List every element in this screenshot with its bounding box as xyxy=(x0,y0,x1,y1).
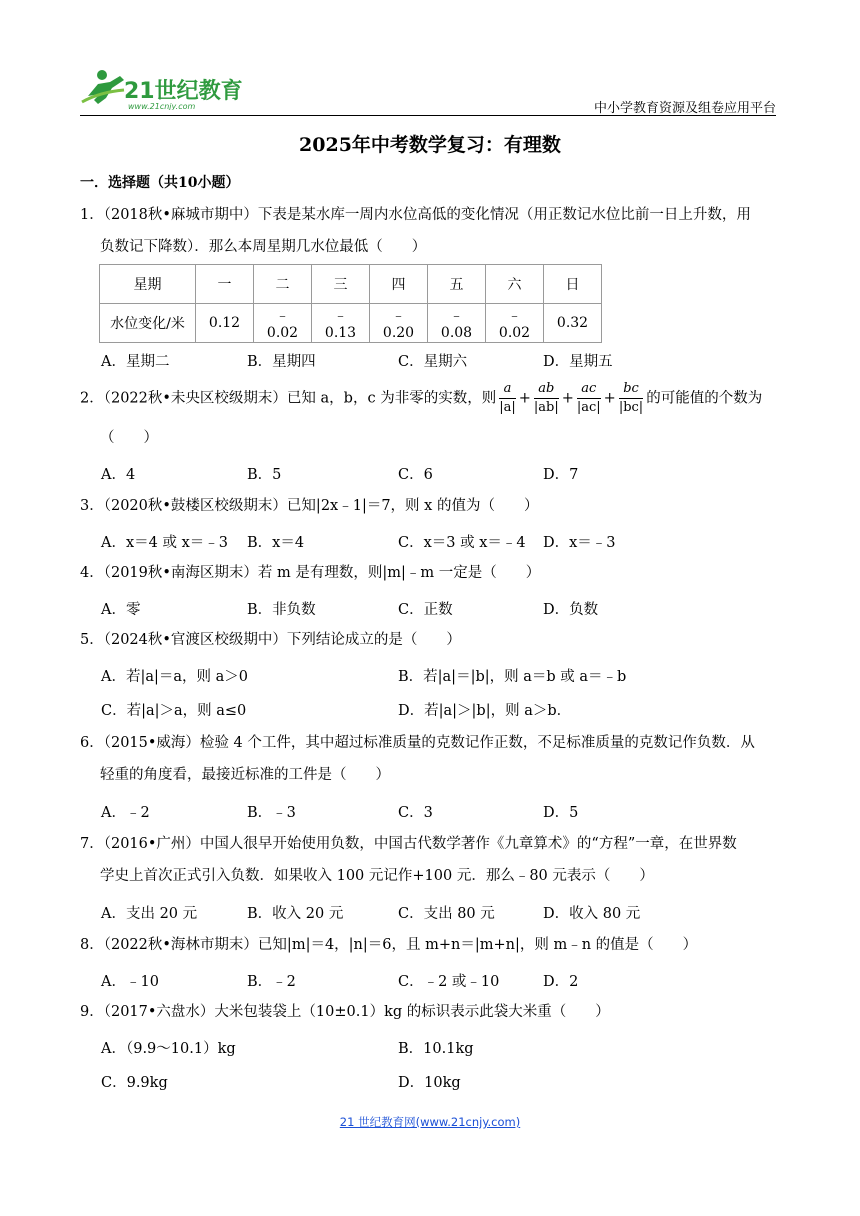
option-a[interactable]: A．﹣2 xyxy=(101,805,150,821)
fraction: $\frac{a}{|a|}$ xyxy=(499,381,516,415)
option-d[interactable]: D．若|a|＞|b|，则 a＞b． xyxy=(398,703,572,719)
table-cell: 四 xyxy=(370,265,428,304)
option-b[interactable]: B．非负数 xyxy=(247,602,316,618)
question-2-options xyxy=(101,463,781,487)
question-7 xyxy=(80,828,780,892)
question-8-options xyxy=(101,970,781,994)
option-c[interactable]: C．星期六 xyxy=(398,354,468,370)
option-a[interactable]: A．若|a|＝a，则 a＞0 xyxy=(101,669,249,685)
table-cell: 0.32 xyxy=(544,304,602,343)
option-a[interactable]: A．星期二 xyxy=(101,354,170,370)
option-d[interactable]: D．收入 80 元 xyxy=(543,906,641,922)
option-c[interactable]: C．x＝3 或 x＝﹣4 xyxy=(398,535,526,551)
table-cell: 水位变化/米 xyxy=(100,304,196,343)
option-c[interactable]: C．﹣2 或﹣10 xyxy=(398,974,500,990)
table-cell: 三 xyxy=(312,265,370,304)
question-1-options xyxy=(101,350,781,374)
question-1-line2: 负数记下降数）．那么本周星期几水位最低（ ） xyxy=(100,239,427,255)
option-c[interactable]: C．若|a|＞a，则 a≤0 xyxy=(101,703,247,719)
option-d[interactable]: D．2 xyxy=(543,974,579,990)
question-1-line1: 1．（2018秋•麻城市期中）下表是某水库一周内水位高低的变化情况（用正数记水位比前一日上升数，用 xyxy=(80,207,751,223)
header-divider xyxy=(80,115,776,116)
option-d[interactable]: D．星期五 xyxy=(543,354,613,370)
table-cell: 五 xyxy=(428,265,486,304)
table-cell: 六 xyxy=(486,265,544,304)
question-8 xyxy=(80,929,780,961)
question-6-options xyxy=(101,801,781,825)
option-a[interactable]: A．零 xyxy=(101,602,141,618)
option-c[interactable]: C．3 xyxy=(398,805,433,821)
question-7-line2: 学史上首次正式引入负数．如果收入 100 元记作+100 元．那么﹣80 元表示（ ） xyxy=(100,868,654,884)
question-9 xyxy=(80,996,780,1028)
fraction: $\frac{ab}{|ab|}$ xyxy=(533,381,559,415)
question-6-line1: 6．（2015•威海）检验 4 个工件，其中超过标准质量的克数记作正数，不足标准质量的克数记作负数．从 xyxy=(80,735,755,751)
option-b[interactable]: B．收入 20 元 xyxy=(247,906,344,922)
question-6 xyxy=(80,727,780,791)
table-cell: ﹣0.20 xyxy=(370,304,428,343)
footer-link[interactable]: 21 世纪教育网(www.21cnjy.com) xyxy=(339,1115,521,1129)
water-level-table xyxy=(99,264,602,343)
question-2-prefix: 2．（2022秋•未央区校级期末）已知 a，b，c 为非零的实数，则 xyxy=(80,390,497,407)
table-cell: ﹣0.02 xyxy=(254,304,312,343)
section-heading: 一．选择题（共10小题） xyxy=(80,175,240,191)
option-b[interactable]: B．5 xyxy=(247,467,282,483)
question-5-line1: 5．（2024秋•官渡区校级期中）下列结论成立的是（ ） xyxy=(80,632,461,648)
question-3-line1: 3．（2020秋•鼓楼区校级期末）已知|2x﹣1|＝7，则 x 的值为（ ） xyxy=(80,498,539,514)
table-row xyxy=(100,265,602,304)
option-a[interactable]: A．支出 20 元 xyxy=(101,906,198,922)
logo-url: www.21cnjy.com xyxy=(128,102,196,110)
table-row xyxy=(100,304,602,343)
question-8-line1: 8．（2022秋•海林市期末）已知|m|＝4，|n|＝6，且 m+n＝|m+n|，则 m﹣n 的值是（ ） xyxy=(80,937,698,953)
option-a[interactable]: A．﹣10 xyxy=(101,974,159,990)
question-5 xyxy=(80,624,780,656)
option-d[interactable]: D．7 xyxy=(543,467,579,483)
option-a[interactable]: A．4 xyxy=(101,467,136,483)
option-d[interactable]: D．x＝﹣3 xyxy=(543,535,616,551)
option-d[interactable]: D．负数 xyxy=(543,602,599,618)
option-a[interactable]: A．x＝4 或 x＝﹣3 xyxy=(101,535,228,551)
site-logo xyxy=(80,66,250,110)
question-9-line1: 9．（2017•六盘水）大米包装袋上（10±0.1）kg 的标识表示此袋大米重（ ） xyxy=(80,1004,610,1020)
question-7-line1: 7．（2016•广州）中国人很早开始使用负数，中国古代数学著作《九章算术》的“方程”一章，在世界数 xyxy=(80,836,737,852)
option-c[interactable]: C．9.9kg xyxy=(101,1075,168,1091)
option-b[interactable]: B．10.1kg xyxy=(398,1041,474,1057)
question-6-line2: 轻重的角度看，最接近标准的工件是（ ） xyxy=(100,767,390,783)
platform-name: 中小学教育资源及组卷应用平台 xyxy=(593,101,776,116)
table-cell: ﹣0.13 xyxy=(312,304,370,343)
option-c[interactable]: C．正数 xyxy=(398,602,453,618)
option-c[interactable]: C．支出 80 元 xyxy=(398,906,495,922)
table-cell: 日 xyxy=(544,265,602,304)
option-c[interactable]: C．6 xyxy=(398,467,433,483)
question-1 xyxy=(80,199,780,263)
fraction: $\frac{ac}{|ac|}$ xyxy=(576,381,601,415)
question-4-line1: 4．（2019秋•南海区期末）若 m 是有理数，则|m|﹣m 一定是（ ） xyxy=(80,565,541,581)
question-5-options-row1 xyxy=(101,665,781,689)
option-b[interactable]: B．﹣3 xyxy=(247,805,296,821)
question-5-options-row2 xyxy=(101,699,781,723)
table-cell: ﹣0.02 xyxy=(486,304,544,343)
question-3-options xyxy=(101,531,781,555)
option-b[interactable]: B．星期四 xyxy=(247,354,316,370)
option-b[interactable]: B．若|a|＝|b|，则 a＝b 或 a＝﹣b xyxy=(398,669,627,685)
table-cell: ﹣0.08 xyxy=(428,304,486,343)
page-title: 2025年中考数学复习：有理数 xyxy=(299,134,561,156)
table-cell: 二 xyxy=(254,265,312,304)
question-4 xyxy=(80,557,780,589)
runner-logo-icon xyxy=(80,66,250,110)
question-2-suffix: 的可能值的个数为 xyxy=(646,390,763,407)
option-b[interactable]: B．x＝4 xyxy=(247,535,305,551)
question-7-options xyxy=(101,902,781,926)
option-a[interactable]: A．（9.9～10.1）kg xyxy=(101,1041,236,1057)
option-b[interactable]: B．﹣2 xyxy=(247,974,296,990)
question-9-options-row1 xyxy=(101,1037,781,1061)
question-2-line2: （ ） xyxy=(100,430,158,446)
question-4-options xyxy=(101,598,781,622)
logo-text: 21世纪教育 xyxy=(124,79,243,104)
option-d[interactable]: D．10kg xyxy=(398,1075,461,1091)
question-3 xyxy=(80,490,780,522)
option-d[interactable]: D．5 xyxy=(543,805,579,821)
question-9-options-row2 xyxy=(101,1071,781,1095)
fraction: $\frac{bc}{|bc|}$ xyxy=(618,381,644,415)
question-2: 2．（2022秋•未央区校级期末）已知 a，b，c 为非零的实数，则 $\frac{a}{|a|}$ + $\frac{ab}{|ab|}$ + $\frac{ac}{|ac|}$ + $\frac{bc}{|bc|}$ 的可能值的个数为 （ ） xyxy=(80,380,780,459)
table-cell: 0.12 xyxy=(196,304,254,343)
table-cell: 星期 xyxy=(100,265,196,304)
table-cell: 一 xyxy=(196,265,254,304)
